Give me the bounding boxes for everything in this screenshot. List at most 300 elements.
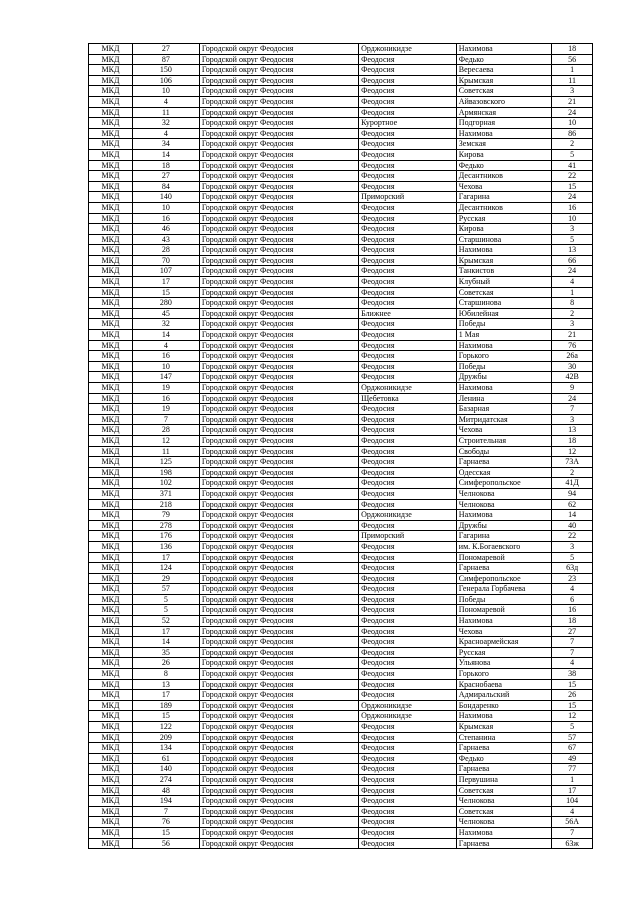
house-number-cell: 63ж bbox=[552, 838, 593, 849]
building-type-cell: МКД bbox=[89, 817, 133, 828]
table-row bbox=[89, 679, 593, 690]
count-cell: 15 bbox=[132, 287, 199, 298]
district-cell: Городской округ Феодосия bbox=[199, 753, 358, 764]
street-cell: Чехова bbox=[456, 626, 552, 637]
district-cell: Городской округ Феодосия bbox=[199, 372, 358, 383]
district-cell: Городской округ Феодосия bbox=[199, 827, 358, 838]
building-type-cell: МКД bbox=[89, 181, 133, 192]
count-cell: 13 bbox=[132, 679, 199, 690]
house-number-cell: 104 bbox=[552, 796, 593, 807]
locality-cell: Приморский bbox=[359, 531, 457, 542]
house-number-cell: 7 bbox=[552, 404, 593, 415]
street-cell: Русская bbox=[456, 213, 552, 224]
district-cell: Городской округ Феодосия bbox=[199, 425, 358, 436]
locality-cell: Феодосия bbox=[359, 488, 457, 499]
count-cell: 29 bbox=[132, 573, 199, 584]
table-row bbox=[89, 213, 593, 224]
district-cell: Городской округ Феодосия bbox=[199, 202, 358, 213]
count-cell: 16 bbox=[132, 213, 199, 224]
building-type-cell: МКД bbox=[89, 149, 133, 160]
house-number-cell: 24 bbox=[552, 266, 593, 277]
count-cell: 274 bbox=[132, 774, 199, 785]
building-type-cell: МКД bbox=[89, 700, 133, 711]
locality-cell: Феодосия bbox=[359, 330, 457, 341]
district-cell: Городской округ Феодосия bbox=[199, 637, 358, 648]
building-type-cell: МКД bbox=[89, 330, 133, 341]
table-row bbox=[89, 732, 593, 743]
house-number-cell: 1 bbox=[552, 287, 593, 298]
building-type-cell: МКД bbox=[89, 563, 133, 574]
count-cell: 57 bbox=[132, 584, 199, 595]
house-number-cell: 67 bbox=[552, 743, 593, 754]
count-cell: 150 bbox=[132, 65, 199, 76]
count-cell: 10 bbox=[132, 361, 199, 372]
building-type-cell: МКД bbox=[89, 86, 133, 97]
table-row bbox=[89, 425, 593, 436]
locality-cell: Феодосия bbox=[359, 616, 457, 627]
building-type-cell: МКД bbox=[89, 245, 133, 256]
building-type-cell: МКД bbox=[89, 361, 133, 372]
table-row bbox=[89, 44, 593, 55]
locality-cell: Орджоникидзе bbox=[359, 700, 457, 711]
locality-cell: Феодосия bbox=[359, 827, 457, 838]
street-cell: Челнокова bbox=[456, 796, 552, 807]
street-cell: Красноармейская bbox=[456, 637, 552, 648]
house-number-cell: 56А bbox=[552, 817, 593, 828]
building-type-cell: МКД bbox=[89, 75, 133, 86]
house-number-cell: 66 bbox=[552, 255, 593, 266]
building-type-cell: МКД bbox=[89, 372, 133, 383]
house-number-cell: 24 bbox=[552, 393, 593, 404]
count-cell: 17 bbox=[132, 626, 199, 637]
locality-cell: Феодосия bbox=[359, 806, 457, 817]
locality-cell: Феодосия bbox=[359, 202, 457, 213]
building-type-cell: МКД bbox=[89, 213, 133, 224]
street-cell: Нахимова bbox=[456, 383, 552, 394]
count-cell: 4 bbox=[132, 340, 199, 351]
table-row bbox=[89, 669, 593, 680]
locality-cell: Феодосия bbox=[359, 86, 457, 97]
table-row bbox=[89, 298, 593, 309]
district-cell: Городской округ Феодосия bbox=[199, 467, 358, 478]
table-row bbox=[89, 149, 593, 160]
count-cell: 16 bbox=[132, 351, 199, 362]
count-cell: 134 bbox=[132, 743, 199, 754]
building-type-cell: МКД bbox=[89, 425, 133, 436]
table-row bbox=[89, 54, 593, 65]
house-number-cell: 16 bbox=[552, 202, 593, 213]
house-number-cell: 42В bbox=[552, 372, 593, 383]
building-type-cell: МКД bbox=[89, 118, 133, 129]
district-cell: Городской округ Феодосия bbox=[199, 107, 358, 118]
street-cell: Свободы bbox=[456, 446, 552, 457]
building-type-cell: МКД bbox=[89, 743, 133, 754]
district-cell: Городской округ Феодосия bbox=[199, 796, 358, 807]
building-type-cell: МКД bbox=[89, 404, 133, 415]
locality-cell: Феодосия bbox=[359, 722, 457, 733]
district-cell: Городской округ Феодосия bbox=[199, 277, 358, 288]
street-cell: Нахимова bbox=[456, 44, 552, 55]
district-cell: Городской округ Феодосия bbox=[199, 319, 358, 330]
locality-cell: Феодосия bbox=[359, 679, 457, 690]
count-cell: 35 bbox=[132, 647, 199, 658]
house-number-cell: 27 bbox=[552, 626, 593, 637]
locality-cell: Феодосия bbox=[359, 573, 457, 584]
street-cell: Крымская bbox=[456, 255, 552, 266]
street-cell: Кирова bbox=[456, 149, 552, 160]
house-number-cell: 18 bbox=[552, 435, 593, 446]
district-cell: Городской округ Феодосия bbox=[199, 224, 358, 235]
count-cell: 15 bbox=[132, 711, 199, 722]
locality-cell: Феодосия bbox=[359, 774, 457, 785]
table-row bbox=[89, 139, 593, 150]
street-cell: Бондаренко bbox=[456, 700, 552, 711]
district-cell: Городской округ Феодосия bbox=[199, 552, 358, 563]
count-cell: 84 bbox=[132, 181, 199, 192]
house-number-cell: 4 bbox=[552, 658, 593, 669]
house-number-cell: 77 bbox=[552, 764, 593, 775]
locality-cell: Феодосия bbox=[359, 404, 457, 415]
house-number-cell: 9 bbox=[552, 383, 593, 394]
street-cell: Строительная bbox=[456, 435, 552, 446]
street-cell: Краснобаева bbox=[456, 679, 552, 690]
street-cell: Русская bbox=[456, 647, 552, 658]
count-cell: 7 bbox=[132, 806, 199, 817]
district-cell: Городской округ Феодосия bbox=[199, 393, 358, 404]
house-number-cell: 3 bbox=[552, 541, 593, 552]
house-number-cell: 10 bbox=[552, 213, 593, 224]
district-cell: Городской округ Феодосия bbox=[199, 785, 358, 796]
table-row bbox=[89, 128, 593, 139]
locality-cell: Феодосия bbox=[359, 690, 457, 701]
count-cell: 14 bbox=[132, 637, 199, 648]
district-cell: Городской округ Феодосия bbox=[199, 234, 358, 245]
table-row bbox=[89, 446, 593, 457]
building-type-cell: МКД bbox=[89, 107, 133, 118]
district-cell: Городской округ Феодосия bbox=[199, 65, 358, 76]
count-cell: 17 bbox=[132, 277, 199, 288]
house-number-cell: 18 bbox=[552, 616, 593, 627]
street-cell: Крымская bbox=[456, 722, 552, 733]
building-type-cell: МКД bbox=[89, 277, 133, 288]
building-type-cell: МКД bbox=[89, 690, 133, 701]
street-cell: Нахимова bbox=[456, 340, 552, 351]
table-row bbox=[89, 393, 593, 404]
table-row bbox=[89, 234, 593, 245]
locality-cell: Феодосия bbox=[359, 541, 457, 552]
house-number-cell: 6 bbox=[552, 594, 593, 605]
district-cell: Городской округ Феодосия bbox=[199, 732, 358, 743]
count-cell: 19 bbox=[132, 404, 199, 415]
locality-cell: Феодосия bbox=[359, 266, 457, 277]
house-number-cell: 17 bbox=[552, 785, 593, 796]
house-number-cell: 22 bbox=[552, 171, 593, 182]
house-number-cell: 41Д bbox=[552, 478, 593, 489]
house-number-cell: 24 bbox=[552, 107, 593, 118]
street-cell: Горького bbox=[456, 351, 552, 362]
building-type-cell: МКД bbox=[89, 541, 133, 552]
house-number-cell: 7 bbox=[552, 827, 593, 838]
district-cell: Городской округ Феодосия bbox=[199, 605, 358, 616]
table-row bbox=[89, 722, 593, 733]
district-cell: Городской округ Феодосия bbox=[199, 690, 358, 701]
house-number-cell: 5 bbox=[552, 234, 593, 245]
house-number-cell: 38 bbox=[552, 669, 593, 680]
street-cell: Клубный bbox=[456, 277, 552, 288]
locality-cell: Феодосия bbox=[359, 552, 457, 563]
building-type-cell: МКД bbox=[89, 838, 133, 849]
house-number-cell: 15 bbox=[552, 700, 593, 711]
locality-cell: Орджоникидзе bbox=[359, 383, 457, 394]
locality-cell: Феодосия bbox=[359, 224, 457, 235]
street-cell: Победы bbox=[456, 594, 552, 605]
street-cell: им. К.Богаевского bbox=[456, 541, 552, 552]
count-cell: 209 bbox=[132, 732, 199, 743]
building-type-cell: МКД bbox=[89, 573, 133, 584]
count-cell: 15 bbox=[132, 827, 199, 838]
street-cell: Гагарина bbox=[456, 192, 552, 203]
count-cell: 48 bbox=[132, 785, 199, 796]
count-cell: 107 bbox=[132, 266, 199, 277]
district-cell: Городской округ Феодосия bbox=[199, 541, 358, 552]
table-row bbox=[89, 383, 593, 394]
street-cell: Советская bbox=[456, 287, 552, 298]
table-row bbox=[89, 753, 593, 764]
count-cell: 125 bbox=[132, 457, 199, 468]
locality-cell: Феодосия bbox=[359, 658, 457, 669]
district-cell: Городской округ Феодосия bbox=[199, 139, 358, 150]
house-number-cell: 41 bbox=[552, 160, 593, 171]
locality-cell: Орджоникидзе bbox=[359, 44, 457, 55]
street-cell: Адмиральский bbox=[456, 690, 552, 701]
house-number-cell: 57 bbox=[552, 732, 593, 743]
building-type-cell: МКД bbox=[89, 224, 133, 235]
table-row bbox=[89, 340, 593, 351]
house-number-cell: 62 bbox=[552, 499, 593, 510]
district-cell: Городской округ Феодосия bbox=[199, 669, 358, 680]
table-row bbox=[89, 118, 593, 129]
table-row bbox=[89, 372, 593, 383]
table-row bbox=[89, 711, 593, 722]
house-number-cell: 11 bbox=[552, 75, 593, 86]
count-cell: 17 bbox=[132, 690, 199, 701]
locality-cell: Феодосия bbox=[359, 372, 457, 383]
street-cell: Базарная bbox=[456, 404, 552, 415]
count-cell: 28 bbox=[132, 425, 199, 436]
building-type-cell: МКД bbox=[89, 584, 133, 595]
street-cell: Гарнаева bbox=[456, 457, 552, 468]
house-number-cell: 3 bbox=[552, 319, 593, 330]
locality-cell: Приморский bbox=[359, 192, 457, 203]
table-row bbox=[89, 277, 593, 288]
table-row bbox=[89, 827, 593, 838]
district-cell: Городской округ Феодосия bbox=[199, 616, 358, 627]
building-type-cell: МКД bbox=[89, 160, 133, 171]
table-row bbox=[89, 266, 593, 277]
locality-cell: Феодосия bbox=[359, 361, 457, 372]
street-cell: Нахимова bbox=[456, 827, 552, 838]
table-row bbox=[89, 647, 593, 658]
locality-cell: Феодосия bbox=[359, 351, 457, 362]
count-cell: 28 bbox=[132, 245, 199, 256]
house-number-cell: 1 bbox=[552, 774, 593, 785]
table-row bbox=[89, 414, 593, 425]
locality-cell: Феодосия bbox=[359, 255, 457, 266]
district-cell: Городской округ Феодосия bbox=[199, 594, 358, 605]
count-cell: 4 bbox=[132, 96, 199, 107]
street-cell: Старшинова bbox=[456, 298, 552, 309]
locality-cell: Феодосия bbox=[359, 446, 457, 457]
house-number-cell: 24 bbox=[552, 192, 593, 203]
building-type-cell: МКД bbox=[89, 414, 133, 425]
table-row bbox=[89, 531, 593, 542]
building-type-cell: МКД bbox=[89, 499, 133, 510]
count-cell: 79 bbox=[132, 510, 199, 521]
count-cell: 26 bbox=[132, 658, 199, 669]
count-cell: 56 bbox=[132, 838, 199, 849]
house-number-cell: 3 bbox=[552, 86, 593, 97]
house-number-cell: 4 bbox=[552, 584, 593, 595]
street-cell: Нахимова bbox=[456, 245, 552, 256]
table-row bbox=[89, 75, 593, 86]
district-cell: Городской округ Феодосия bbox=[199, 520, 358, 531]
street-cell: Айвазовского bbox=[456, 96, 552, 107]
street-cell: Федько bbox=[456, 160, 552, 171]
street-cell: Нахимова bbox=[456, 510, 552, 521]
table-row bbox=[89, 838, 593, 849]
house-number-cell: 10 bbox=[552, 118, 593, 129]
table-row bbox=[89, 637, 593, 648]
district-cell: Городской округ Феодосия bbox=[199, 118, 358, 129]
locality-cell: Феодосия bbox=[359, 107, 457, 118]
table-row bbox=[89, 626, 593, 637]
count-cell: 140 bbox=[132, 192, 199, 203]
count-cell: 8 bbox=[132, 669, 199, 680]
table-row bbox=[89, 287, 593, 298]
housing-table-body bbox=[89, 44, 593, 849]
building-type-cell: МКД bbox=[89, 647, 133, 658]
district-cell: Городской округ Феодосия bbox=[199, 478, 358, 489]
building-type-cell: МКД bbox=[89, 467, 133, 478]
street-cell: Федько bbox=[456, 54, 552, 65]
building-type-cell: МКД bbox=[89, 171, 133, 182]
count-cell: 34 bbox=[132, 139, 199, 150]
district-cell: Городской округ Феодосия bbox=[199, 679, 358, 690]
count-cell: 7 bbox=[132, 414, 199, 425]
count-cell: 371 bbox=[132, 488, 199, 499]
table-row bbox=[89, 520, 593, 531]
street-cell: Гарнаева bbox=[456, 764, 552, 775]
district-cell: Городской округ Феодосия bbox=[199, 287, 358, 298]
table-row bbox=[89, 563, 593, 574]
house-number-cell: 8 bbox=[552, 298, 593, 309]
district-cell: Городской округ Феодосия bbox=[199, 764, 358, 775]
building-type-cell: МКД bbox=[89, 44, 133, 55]
street-cell: Ульянова bbox=[456, 658, 552, 669]
table-row bbox=[89, 255, 593, 266]
street-cell: Гарнаева bbox=[456, 743, 552, 754]
count-cell: 14 bbox=[132, 149, 199, 160]
building-type-cell: МКД bbox=[89, 446, 133, 457]
count-cell: 176 bbox=[132, 531, 199, 542]
district-cell: Городской округ Феодосия bbox=[199, 149, 358, 160]
table-row bbox=[89, 457, 593, 468]
district-cell: Городской округ Феодосия bbox=[199, 774, 358, 785]
table-row bbox=[89, 181, 593, 192]
locality-cell: Феодосия bbox=[359, 435, 457, 446]
house-number-cell: 21 bbox=[552, 96, 593, 107]
table-row bbox=[89, 573, 593, 584]
street-cell: Нахимова bbox=[456, 616, 552, 627]
house-number-cell: 3 bbox=[552, 414, 593, 425]
building-type-cell: МКД bbox=[89, 255, 133, 266]
district-cell: Городской округ Феодосия bbox=[199, 573, 358, 584]
street-cell: Митридатская bbox=[456, 414, 552, 425]
table-row bbox=[89, 107, 593, 118]
street-cell: Челнокова bbox=[456, 817, 552, 828]
house-number-cell: 13 bbox=[552, 245, 593, 256]
locality-cell: Феодосия bbox=[359, 340, 457, 351]
district-cell: Городской округ Феодосия bbox=[199, 446, 358, 457]
district-cell: Городской округ Феодосия bbox=[199, 86, 358, 97]
table-row bbox=[89, 308, 593, 319]
district-cell: Городской округ Феодосия bbox=[199, 255, 358, 266]
house-number-cell: 14 bbox=[552, 510, 593, 521]
locality-cell: Феодосия bbox=[359, 287, 457, 298]
locality-cell: Феодосия bbox=[359, 457, 457, 468]
building-type-cell: МКД bbox=[89, 393, 133, 404]
building-type-cell: МКД bbox=[89, 594, 133, 605]
house-number-cell: 49 bbox=[552, 753, 593, 764]
district-cell: Городской округ Феодосия bbox=[199, 308, 358, 319]
building-type-cell: МКД bbox=[89, 658, 133, 669]
district-cell: Городской округ Феодосия bbox=[199, 192, 358, 203]
building-type-cell: МКД bbox=[89, 192, 133, 203]
district-cell: Городской округ Феодосия bbox=[199, 160, 358, 171]
building-type-cell: МКД bbox=[89, 785, 133, 796]
count-cell: 5 bbox=[132, 594, 199, 605]
district-cell: Городской округ Феодосия bbox=[199, 171, 358, 182]
district-cell: Городской округ Феодосия bbox=[199, 806, 358, 817]
district-cell: Городской округ Феодосия bbox=[199, 361, 358, 372]
district-cell: Городской округ Феодосия bbox=[199, 658, 358, 669]
count-cell: 136 bbox=[132, 541, 199, 552]
building-type-cell: МКД bbox=[89, 732, 133, 743]
building-type-cell: МКД bbox=[89, 827, 133, 838]
count-cell: 122 bbox=[132, 722, 199, 733]
count-cell: 5 bbox=[132, 605, 199, 616]
street-cell: Крымская bbox=[456, 75, 552, 86]
house-number-cell: 2 bbox=[552, 308, 593, 319]
house-number-cell: 94 bbox=[552, 488, 593, 499]
street-cell: Дружбы bbox=[456, 520, 552, 531]
house-number-cell: 3 bbox=[552, 224, 593, 235]
locality-cell: Феодосия bbox=[359, 319, 457, 330]
building-type-cell: МКД bbox=[89, 266, 133, 277]
street-cell: Генерала Горбачева bbox=[456, 584, 552, 595]
count-cell: 280 bbox=[132, 298, 199, 309]
house-number-cell: 13 bbox=[552, 425, 593, 436]
building-type-cell: МКД bbox=[89, 616, 133, 627]
table-row bbox=[89, 817, 593, 828]
table-row bbox=[89, 478, 593, 489]
house-number-cell: 5 bbox=[552, 552, 593, 563]
street-cell: Пономаревой bbox=[456, 605, 552, 616]
house-number-cell: 30 bbox=[552, 361, 593, 372]
table-row bbox=[89, 192, 593, 203]
building-type-cell: МКД bbox=[89, 383, 133, 394]
count-cell: 11 bbox=[132, 107, 199, 118]
